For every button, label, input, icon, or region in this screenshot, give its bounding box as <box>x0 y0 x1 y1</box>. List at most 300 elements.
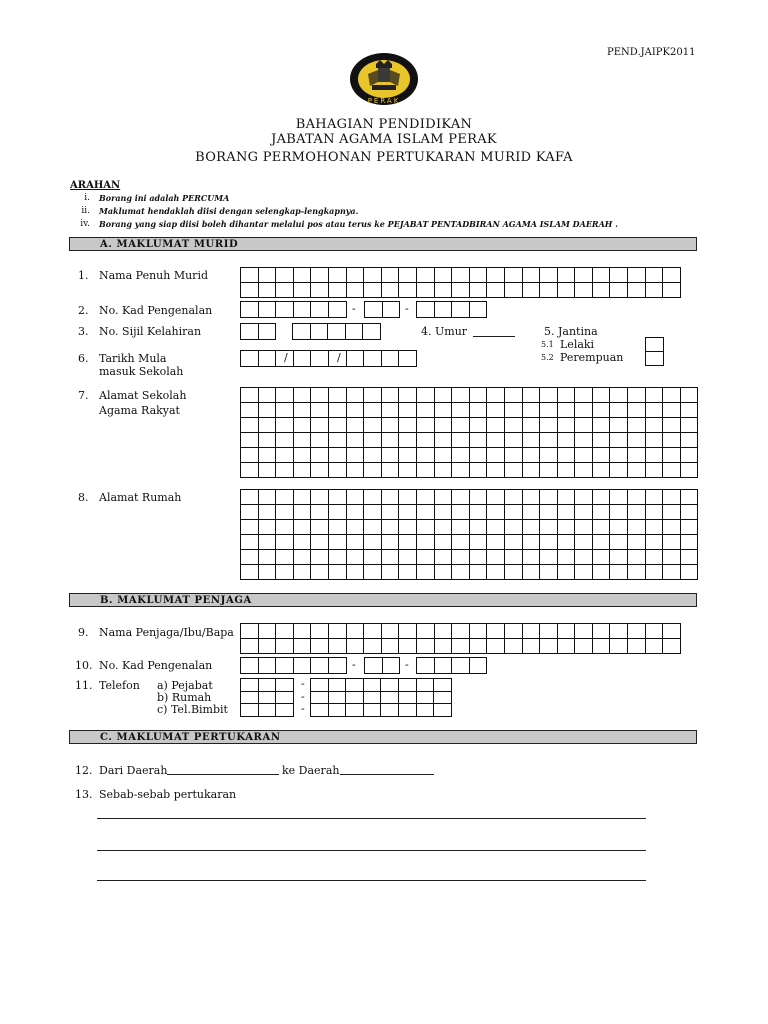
character-box[interactable] <box>399 463 417 478</box>
character-box[interactable] <box>382 283 400 298</box>
character-box[interactable] <box>328 324 346 340</box>
character-box[interactable] <box>259 692 277 705</box>
character-box[interactable] <box>575 448 593 463</box>
character-box[interactable] <box>364 403 382 418</box>
character-box[interactable] <box>347 490 365 505</box>
character-box[interactable] <box>523 433 541 448</box>
character-box[interactable] <box>259 624 277 639</box>
character-box[interactable] <box>259 463 277 478</box>
ic-part1-boxes[interactable] <box>240 301 347 318</box>
character-box[interactable] <box>646 639 664 654</box>
character-box[interactable] <box>628 624 646 639</box>
character-box[interactable] <box>470 403 488 418</box>
character-box[interactable] <box>663 268 681 283</box>
character-box[interactable] <box>382 520 400 535</box>
ic-part3-boxes[interactable] <box>416 301 487 318</box>
character-box[interactable] <box>487 418 505 433</box>
guardian-ic-part1-boxes[interactable] <box>240 657 347 674</box>
character-box[interactable] <box>452 302 470 318</box>
character-box[interactable] <box>646 433 664 448</box>
character-box[interactable] <box>417 550 435 565</box>
character-box[interactable] <box>435 490 453 505</box>
character-box[interactable] <box>540 624 558 639</box>
character-box[interactable] <box>487 448 505 463</box>
school-address-grid[interactable] <box>240 387 698 478</box>
character-box[interactable] <box>558 639 576 654</box>
character-box[interactable] <box>487 565 505 580</box>
character-box[interactable] <box>435 624 453 639</box>
character-box[interactable] <box>505 418 523 433</box>
character-box[interactable] <box>505 535 523 550</box>
to-district-line[interactable] <box>340 774 434 775</box>
character-box[interactable] <box>435 535 453 550</box>
character-box[interactable] <box>347 520 365 535</box>
character-box[interactable] <box>417 433 435 448</box>
character-box[interactable] <box>487 624 505 639</box>
character-box[interactable] <box>558 403 576 418</box>
character-box[interactable] <box>311 679 329 692</box>
character-box[interactable] <box>294 403 312 418</box>
character-box[interactable] <box>434 692 452 705</box>
character-box[interactable] <box>364 388 382 403</box>
character-box[interactable] <box>399 403 417 418</box>
character-box[interactable] <box>241 324 259 340</box>
character-box[interactable] <box>646 403 664 418</box>
character-box[interactable] <box>276 704 294 717</box>
character-box[interactable] <box>329 490 347 505</box>
character-box[interactable] <box>381 692 399 705</box>
character-box[interactable] <box>259 520 277 535</box>
character-box[interactable] <box>382 535 400 550</box>
character-box[interactable] <box>452 565 470 580</box>
character-box[interactable] <box>329 679 347 692</box>
character-box[interactable] <box>628 550 646 565</box>
character-box[interactable] <box>417 520 435 535</box>
character-box[interactable] <box>593 565 611 580</box>
character-box[interactable] <box>487 433 505 448</box>
character-box[interactable] <box>505 283 523 298</box>
character-box[interactable] <box>347 535 365 550</box>
character-box[interactable] <box>452 268 470 283</box>
character-box[interactable] <box>364 351 382 367</box>
character-box[interactable] <box>364 535 382 550</box>
character-box[interactable] <box>628 463 646 478</box>
character-box[interactable] <box>523 520 541 535</box>
character-box[interactable] <box>259 433 277 448</box>
character-box[interactable] <box>382 403 400 418</box>
character-box[interactable] <box>417 388 435 403</box>
character-box[interactable] <box>646 338 664 352</box>
character-box[interactable] <box>294 302 312 318</box>
character-box[interactable] <box>610 639 628 654</box>
character-box[interactable] <box>540 565 558 580</box>
character-box[interactable] <box>505 448 523 463</box>
character-box[interactable] <box>681 565 699 580</box>
character-box[interactable] <box>435 639 453 654</box>
character-box[interactable] <box>329 433 347 448</box>
character-box[interactable] <box>311 463 329 478</box>
character-box[interactable] <box>540 418 558 433</box>
character-box[interactable] <box>435 283 453 298</box>
character-box[interactable] <box>523 490 541 505</box>
character-box[interactable] <box>347 463 365 478</box>
character-box[interactable] <box>329 704 347 717</box>
character-box[interactable] <box>558 388 576 403</box>
character-box[interactable] <box>593 535 611 550</box>
character-box[interactable] <box>329 302 347 318</box>
character-box[interactable] <box>311 520 329 535</box>
character-box[interactable] <box>646 535 664 550</box>
character-box[interactable] <box>241 624 259 639</box>
character-box[interactable] <box>523 283 541 298</box>
character-box[interactable] <box>382 624 400 639</box>
character-box[interactable] <box>452 388 470 403</box>
character-box[interactable] <box>311 692 329 705</box>
character-box[interactable] <box>505 550 523 565</box>
character-box[interactable] <box>540 550 558 565</box>
character-box[interactable] <box>383 302 401 318</box>
character-box[interactable] <box>470 418 488 433</box>
character-box[interactable] <box>346 679 364 692</box>
character-box[interactable] <box>259 448 277 463</box>
character-box[interactable] <box>540 490 558 505</box>
character-box[interactable] <box>241 639 259 654</box>
character-box[interactable] <box>646 448 664 463</box>
character-box[interactable] <box>417 658 435 674</box>
character-box[interactable] <box>663 448 681 463</box>
character-box[interactable] <box>382 565 400 580</box>
character-box[interactable] <box>399 520 417 535</box>
character-box[interactable] <box>311 505 329 520</box>
character-box[interactable] <box>646 490 664 505</box>
character-box[interactable] <box>259 535 277 550</box>
character-box[interactable] <box>646 565 664 580</box>
character-box[interactable] <box>276 448 294 463</box>
character-box[interactable] <box>523 463 541 478</box>
character-box[interactable] <box>417 704 435 717</box>
character-box[interactable] <box>364 679 382 692</box>
character-box[interactable] <box>364 490 382 505</box>
character-box[interactable] <box>329 535 347 550</box>
character-box[interactable] <box>628 448 646 463</box>
character-box[interactable] <box>452 403 470 418</box>
character-box[interactable] <box>259 658 277 674</box>
character-box[interactable] <box>487 505 505 520</box>
character-box[interactable] <box>241 302 259 318</box>
character-box[interactable] <box>681 433 699 448</box>
character-box[interactable] <box>681 505 699 520</box>
character-box[interactable] <box>417 403 435 418</box>
character-box[interactable] <box>329 418 347 433</box>
character-box[interactable] <box>276 535 294 550</box>
character-box[interactable] <box>593 283 611 298</box>
guardian-ic-part3-boxes[interactable] <box>416 657 487 674</box>
character-box[interactable] <box>505 463 523 478</box>
character-box[interactable] <box>276 268 294 283</box>
character-box[interactable] <box>540 520 558 535</box>
character-box[interactable] <box>470 490 488 505</box>
character-box[interactable] <box>241 658 259 674</box>
character-box[interactable] <box>259 388 277 403</box>
character-box[interactable] <box>294 268 312 283</box>
character-box[interactable] <box>628 433 646 448</box>
character-box[interactable] <box>452 283 470 298</box>
character-box[interactable] <box>382 505 400 520</box>
character-box[interactable] <box>575 268 593 283</box>
character-box[interactable] <box>241 550 259 565</box>
character-box[interactable] <box>487 463 505 478</box>
character-box[interactable] <box>399 388 417 403</box>
character-box[interactable] <box>593 418 611 433</box>
character-box[interactable] <box>470 268 488 283</box>
character-box[interactable] <box>311 535 329 550</box>
character-box[interactable] <box>434 679 452 692</box>
character-box[interactable] <box>593 520 611 535</box>
character-box[interactable] <box>452 418 470 433</box>
character-box[interactable] <box>470 463 488 478</box>
character-box[interactable] <box>364 550 382 565</box>
character-box[interactable] <box>276 463 294 478</box>
character-box[interactable] <box>540 639 558 654</box>
character-box[interactable] <box>364 704 382 717</box>
character-box[interactable] <box>628 283 646 298</box>
character-box[interactable] <box>383 658 401 674</box>
character-box[interactable] <box>276 550 294 565</box>
character-box[interactable] <box>505 268 523 283</box>
character-box[interactable] <box>470 388 488 403</box>
character-box[interactable] <box>523 418 541 433</box>
character-box[interactable] <box>593 403 611 418</box>
character-box[interactable] <box>399 433 417 448</box>
character-box[interactable] <box>663 535 681 550</box>
character-box[interactable] <box>646 268 664 283</box>
character-box[interactable] <box>259 283 277 298</box>
character-box[interactable] <box>329 388 347 403</box>
character-box[interactable] <box>610 433 628 448</box>
character-box[interactable] <box>470 302 488 318</box>
character-box[interactable] <box>329 403 347 418</box>
character-box[interactable] <box>470 565 488 580</box>
character-box[interactable] <box>593 490 611 505</box>
character-box[interactable] <box>593 388 611 403</box>
character-box[interactable] <box>681 520 699 535</box>
character-box[interactable] <box>593 550 611 565</box>
character-box[interactable] <box>294 388 312 403</box>
character-box[interactable] <box>311 302 329 318</box>
character-box[interactable] <box>364 268 382 283</box>
character-box[interactable] <box>329 268 347 283</box>
character-box[interactable] <box>347 283 365 298</box>
character-box[interactable] <box>276 490 294 505</box>
character-box[interactable] <box>241 490 259 505</box>
character-box[interactable] <box>558 535 576 550</box>
character-box[interactable] <box>505 565 523 580</box>
character-box[interactable] <box>417 268 435 283</box>
character-box[interactable] <box>558 283 576 298</box>
character-box[interactable] <box>399 268 417 283</box>
character-box[interactable] <box>610 565 628 580</box>
character-box[interactable] <box>558 490 576 505</box>
character-box[interactable] <box>558 550 576 565</box>
character-box[interactable] <box>294 658 312 674</box>
character-box[interactable] <box>294 505 312 520</box>
character-box[interactable] <box>452 624 470 639</box>
character-box[interactable] <box>382 388 400 403</box>
character-box[interactable] <box>575 550 593 565</box>
from-district-line[interactable] <box>167 774 279 775</box>
character-box[interactable] <box>241 535 259 550</box>
character-box[interactable] <box>294 624 312 639</box>
character-box[interactable] <box>487 490 505 505</box>
character-box[interactable] <box>452 658 470 674</box>
character-box[interactable] <box>365 658 383 674</box>
character-box[interactable] <box>347 550 365 565</box>
character-box[interactable] <box>329 639 347 654</box>
character-box[interactable] <box>646 352 664 366</box>
character-box[interactable] <box>575 433 593 448</box>
character-box[interactable] <box>434 704 452 717</box>
character-box[interactable] <box>593 624 611 639</box>
character-box[interactable] <box>417 679 435 692</box>
character-box[interactable] <box>417 565 435 580</box>
character-box[interactable] <box>311 658 329 674</box>
character-box[interactable] <box>610 403 628 418</box>
character-box[interactable] <box>558 624 576 639</box>
character-box[interactable] <box>259 418 277 433</box>
character-box[interactable] <box>346 324 364 340</box>
character-box[interactable] <box>558 433 576 448</box>
character-box[interactable] <box>329 463 347 478</box>
character-box[interactable] <box>399 639 417 654</box>
character-box[interactable] <box>435 418 453 433</box>
character-box[interactable] <box>382 351 400 367</box>
phone-number-grid[interactable] <box>310 678 452 717</box>
character-box[interactable] <box>241 704 259 717</box>
character-box[interactable] <box>610 388 628 403</box>
character-box[interactable] <box>523 403 541 418</box>
character-box[interactable] <box>294 535 312 550</box>
character-box[interactable] <box>540 268 558 283</box>
character-box[interactable] <box>646 550 664 565</box>
character-box[interactable] <box>663 403 681 418</box>
character-box[interactable] <box>681 418 699 433</box>
character-box[interactable] <box>399 418 417 433</box>
character-box[interactable] <box>487 388 505 403</box>
character-box[interactable] <box>364 283 382 298</box>
character-box[interactable] <box>593 505 611 520</box>
character-box[interactable] <box>663 505 681 520</box>
character-box[interactable] <box>364 463 382 478</box>
character-box[interactable] <box>540 535 558 550</box>
character-box[interactable] <box>523 624 541 639</box>
character-box[interactable] <box>452 520 470 535</box>
character-box[interactable] <box>558 268 576 283</box>
character-box[interactable] <box>347 565 365 580</box>
character-box[interactable] <box>452 448 470 463</box>
character-box[interactable] <box>646 520 664 535</box>
character-box[interactable] <box>276 624 294 639</box>
character-box[interactable] <box>417 624 435 639</box>
character-box[interactable] <box>452 535 470 550</box>
character-box[interactable] <box>681 550 699 565</box>
character-box[interactable] <box>452 550 470 565</box>
character-box[interactable] <box>610 520 628 535</box>
character-box[interactable] <box>276 418 294 433</box>
character-box[interactable] <box>381 704 399 717</box>
character-box[interactable] <box>329 283 347 298</box>
character-box[interactable] <box>663 624 681 639</box>
character-box[interactable] <box>487 550 505 565</box>
character-box[interactable] <box>593 639 611 654</box>
character-box[interactable] <box>610 535 628 550</box>
character-box[interactable] <box>487 535 505 550</box>
character-box[interactable] <box>329 550 347 565</box>
character-box[interactable] <box>241 463 259 478</box>
character-box[interactable] <box>276 679 294 692</box>
character-box[interactable] <box>435 268 453 283</box>
character-box[interactable] <box>382 490 400 505</box>
character-box[interactable] <box>417 448 435 463</box>
character-box[interactable] <box>628 535 646 550</box>
character-box[interactable] <box>663 463 681 478</box>
character-box[interactable] <box>382 433 400 448</box>
character-box[interactable] <box>505 639 523 654</box>
character-box[interactable] <box>470 535 488 550</box>
character-box[interactable] <box>364 505 382 520</box>
character-box[interactable] <box>663 550 681 565</box>
reason-line[interactable] <box>97 818 646 819</box>
character-box[interactable] <box>294 550 312 565</box>
character-box[interactable] <box>593 448 611 463</box>
character-box[interactable] <box>417 490 435 505</box>
character-box[interactable] <box>435 505 453 520</box>
character-box[interactable] <box>329 658 347 674</box>
character-box[interactable] <box>311 704 329 717</box>
character-box[interactable] <box>347 624 365 639</box>
character-box[interactable] <box>259 324 277 340</box>
character-box[interactable] <box>347 351 365 367</box>
character-box[interactable] <box>470 448 488 463</box>
character-box[interactable] <box>347 268 365 283</box>
character-box[interactable] <box>241 283 259 298</box>
character-box[interactable] <box>523 388 541 403</box>
character-box[interactable] <box>346 704 364 717</box>
character-box[interactable] <box>435 433 453 448</box>
character-box[interactable] <box>435 448 453 463</box>
character-box[interactable] <box>558 418 576 433</box>
character-box[interactable] <box>593 268 611 283</box>
character-box[interactable] <box>487 268 505 283</box>
character-box[interactable] <box>610 448 628 463</box>
character-box[interactable] <box>593 433 611 448</box>
character-box[interactable] <box>470 433 488 448</box>
character-box[interactable] <box>628 505 646 520</box>
character-box[interactable] <box>435 658 453 674</box>
character-box[interactable] <box>259 302 277 318</box>
character-box[interactable] <box>241 268 259 283</box>
character-box[interactable] <box>663 520 681 535</box>
character-box[interactable] <box>628 520 646 535</box>
character-box[interactable] <box>505 624 523 639</box>
character-box[interactable] <box>646 624 664 639</box>
character-box[interactable] <box>241 388 259 403</box>
guardian-name-grid[interactable] <box>240 623 681 654</box>
character-box[interactable] <box>681 490 699 505</box>
character-box[interactable] <box>558 520 576 535</box>
character-box[interactable] <box>610 268 628 283</box>
character-box[interactable] <box>646 283 664 298</box>
character-box[interactable] <box>364 639 382 654</box>
